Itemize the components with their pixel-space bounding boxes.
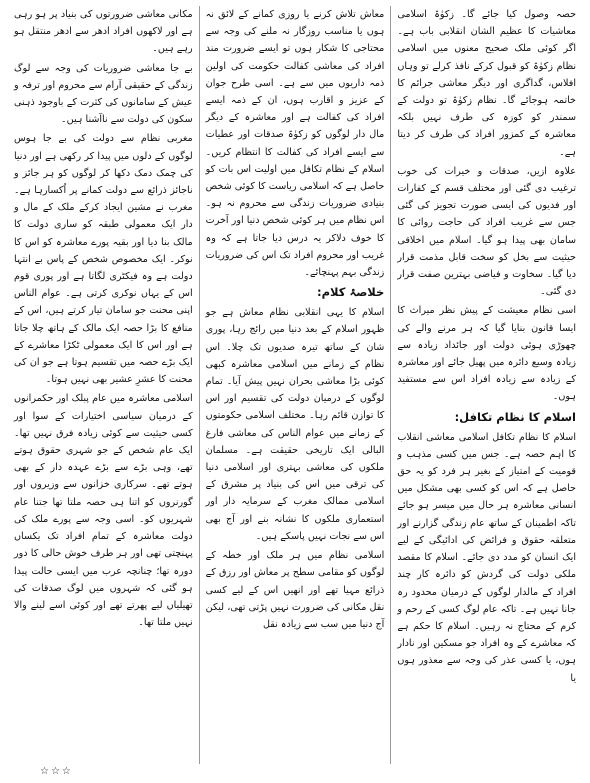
- paragraph: مغربی نظام سے دولت کی بے جا ہوس لوگوں کے دلوں میں پیدا کر رکھی ہے اور دنیا کی چمک دمک دکھا کر لوگوں کو ہر جائز و ناجائز ذرائع سے دولت کمانے پر اُکسارہا ہے۔ مغرب نے مشین ایجاد کرکے ملک کے مال و دار ایک معمولی طبقہ کو ساری دولت کا مالک بنا دیا اور بقیہ پورے معاشرہ کو اس کا نوکر۔ ایک مخصوص شخص کے پاس بے انتہا دولت ہے وہ فیکٹری لگاتا ہے اور پوری قوم اس کے یہاں نوکری کرتی ہے۔ عوام الناس اپنی محنت جو سامان تیار کرتے ہیں، اس کے منافع کا بڑا حصہ ایک مالک کے ہاتھ چلا جاتا ہے اور اس کا ایک معمولی ٹکڑا معاشرے کے ایک بڑے حصہ میں تقسیم ہوتا ہے جو ان کی محنت کا عشرِ عشیر بھی نہیں ہوتا۔: [13, 133, 193, 386]
- section-heading: خلاصۂ کلام:: [317, 285, 385, 300]
- paragraph: معاش تلاش کرنے یا روزی کمانے کے لائق نہ ہوں یا مناسب روزگار نہ ملنے کی وجہ سے محتاجی کا شکار ہوں تو ایسے ضرورت مند افراد کی معاشی کفالت حکومت کی اولین ذمہ داریوں میں سے ہے۔ اسی طرح جوان کے عزیز و اقارب ہوں، ان کے ذمہ ایسے افراد کی کفالت ہے اور معاشرہ کے دیگر مال دار لوگوں کو زکوٰۃ صدقات اور عطیات سے ایسے افراد کی کفالت کا انتظام کریں۔ اسلام کے نظام تکافل میں اولیت اس بات کو حاصل ہے کہ اسلامی ریاست کا کوئی شخص بنیادی ضروریات زندگی سے محروم نہ ہو۔ اس نظام میں ہر کوئی شخص دنیا اور آخرت کا خوف دلاکر یہ درس دیا جاتا ہے کہ وہ غریب اور محروم افراد تک اس کی ضروریات زندگی بہم پہنچائے۔: [205, 9, 385, 279]
- paragraph: حصہ وصول کیا جائے گا۔ زکوٰۃ اسلامی معاشیات کا عظیم الشان انقلابی باب ہے۔ اگر کوئی ملک صحیح معنوں میں اسلامی نظام زکوٰۃ کو قبول کرکے نافذ کرلے تو وہاں افلاس، گداگری اور دیگر معاشی جرائم کا خاتمہ ہوجائے گا۔ نظام زکوٰۃ تو دولت کے سمندر کو کوزہ کی طرف نہیں بلکہ معاشرہ کے کمزور افراد کی طرف کر دیتا ہے۔: [397, 9, 576, 158]
- paragraph: مکانی معاشی ضرورتوں کی بنیاد پر ہو رہی ہے اور لاکھوں افراد ادھر سے ادھر منتقل ہو رہے ہیں۔: [13, 9, 193, 55]
- end-ornament: ☆☆☆: [40, 766, 73, 777]
- paragraph: اسلام کا یہی انقلابی نظام معاش ہے جو ظہور اسلام کے بعد دنیا میں رائج رہا، پوری شان کے ساتھ تیرہ صدیوں تک چلا۔ اس نظام کے زمانے میں اسلامی معاشرہ کبھی کوئی بڑا معاشی بحران نہیں پیش آیا۔ تمام لوگوں کے درمیان دولت کی تقسیم اور اس کا توازن قائم رہا۔ مختلف اسلامی حکومتوں کے زمانے میں عوام الناس کی معاشی فارغ البالی ایک تاریخی حقیقت ہے۔ مسلمان ملکوں کی معاشی بہتری اور اسلامی دنیا کی ترقی میں اس کی بنیاد پر مشرق کے اسلامی ممالک مغرب کے سرمایہ دار اور استعماری ملکوں کا نشانہ بنے اور آج بھی اس سے نجات نہیں پاسکے ہیں۔: [205, 307, 385, 542]
- column-left: [8, 6, 200, 764]
- paragraph: اسلامی نظام میں ہر ملک اور خطہ کے لوگوں کو مقامی سطح پر معاش اور رزق کے ذرائع مہیا تھے اور انھیں اس کے لیے کسی نقل مکانی کی ضرورت نہیں پڑتی تھی، لیکن آج دنیا میں سب سے زیادہ نقل: [205, 550, 385, 630]
- paragraph: بے جا معاشی ضروریات کی وجہ سے لوگ زندگی کے حقیقی آرام سے محروم اور ترفہ و عیش کے سامانوں کی کثرت کے باوجود ذہنی سکون کی دولت سے ناآشنا ہیں۔: [13, 62, 193, 126]
- section-heading: اسلام کا نظام تکافل:: [454, 409, 576, 424]
- paragraph: علاوہ ازیں، صدقات و خیرات کی خوب ترغیب دی گئی اور مختلف قسم کے کفارات اور فدیوں کی ایسی صورت تجویز کی گئی جس سے غریب افراد کی حاجت روائی کا سامان بھی پیدا ہو گیا۔ اسلام میں اخلاقی حیثیت سے بخل کو سخت قابل مذمت قرار دیا گیا۔ سخاوت و فیاضی بہترین صفت قرار دی گئی۔: [397, 165, 576, 298]
- column-right: [391, 6, 582, 764]
- column-middle: [200, 6, 392, 764]
- paragraph: اسلامی معاشرہ میں عام پبلک اور حکمرانوں کے درمیان سیاسی اختیارات کے سوا اور کسی حیثیت سے کوئی زیادہ فرق نہیں تھا۔ ایک عام شخص کے جو شہری حقوق ہوتے تھے، وہی بڑے سے بڑے عہدہ دار کے بھی ہوتے تھے۔ سرکاری خزانوں سے وزیروں اور گورنروں کو اتنا ہی حصہ ملتا تھا جتنا عام شہریوں کو۔ اسی وجہ سے پورے ملک کی دولت معاشرہ کے تمام افراد تک یکساں پہنچتی تھی اور ہر طرف خوش حالی کا دور دورہ تھا؛ چنانچہ عرب میں ایسی حالت پیدا ہو گئی کہ شہروں میں لوگ صدقات کی تھیلیاں لیے پھرتے تھے اور کوئی اسے لینے والا نہیں ملتا تھا۔: [13, 393, 193, 629]
- text-columns: [8, 6, 582, 764]
- paragraph: اسی نظام معیشت کے پیش نظر میراث کا ایسا قانون بنایا گیا کہ ہر مرنے والے کی چھوڑی ہوئی دولت اور جائداد زیادہ سے زیادہ وسیع دائرہ میں پھیل جائے اور معاشرہ کے زیادہ سے زیادہ افراد اس سے مستفید ہوں۔: [397, 305, 576, 403]
- paragraph: اسلام کا نظام تکافل اسلامی معاشی انقلاب کا اہم حصہ ہے۔ جس میں کسی مذہب و قومیت کے امتیاز کے بغیر ہر فرد کو یہ حق حاصل ہے کہ اس کو کسی بھی مشکل میں انسانی معاشرہ ہر حال میں میسر ہو جائے تاکہ اطمینان کے ساتھ عام زندگی گزارنے اور متعلقہ حقوق و فرائض کی ادائیگی کے لیے ایک انسان کو مدد دی جائے۔ اسلام کا مقصد ملکی دولت کی گردش کو دائرہ کار چند افراد کے مالدار لوگوں کے درمیان محدود رہ جانا نہیں ہے۔ تاکہ عام لوگ کسی کے رحم و کرم کے محتاج نہ رہیں۔ اسلام کا حکم ہے کہ معاشرے کے وہ افراد جو مسکین اور نادار ہوں، یا کسی عذر کی وجہ سے معذور ہوں یا: [397, 431, 576, 684]
